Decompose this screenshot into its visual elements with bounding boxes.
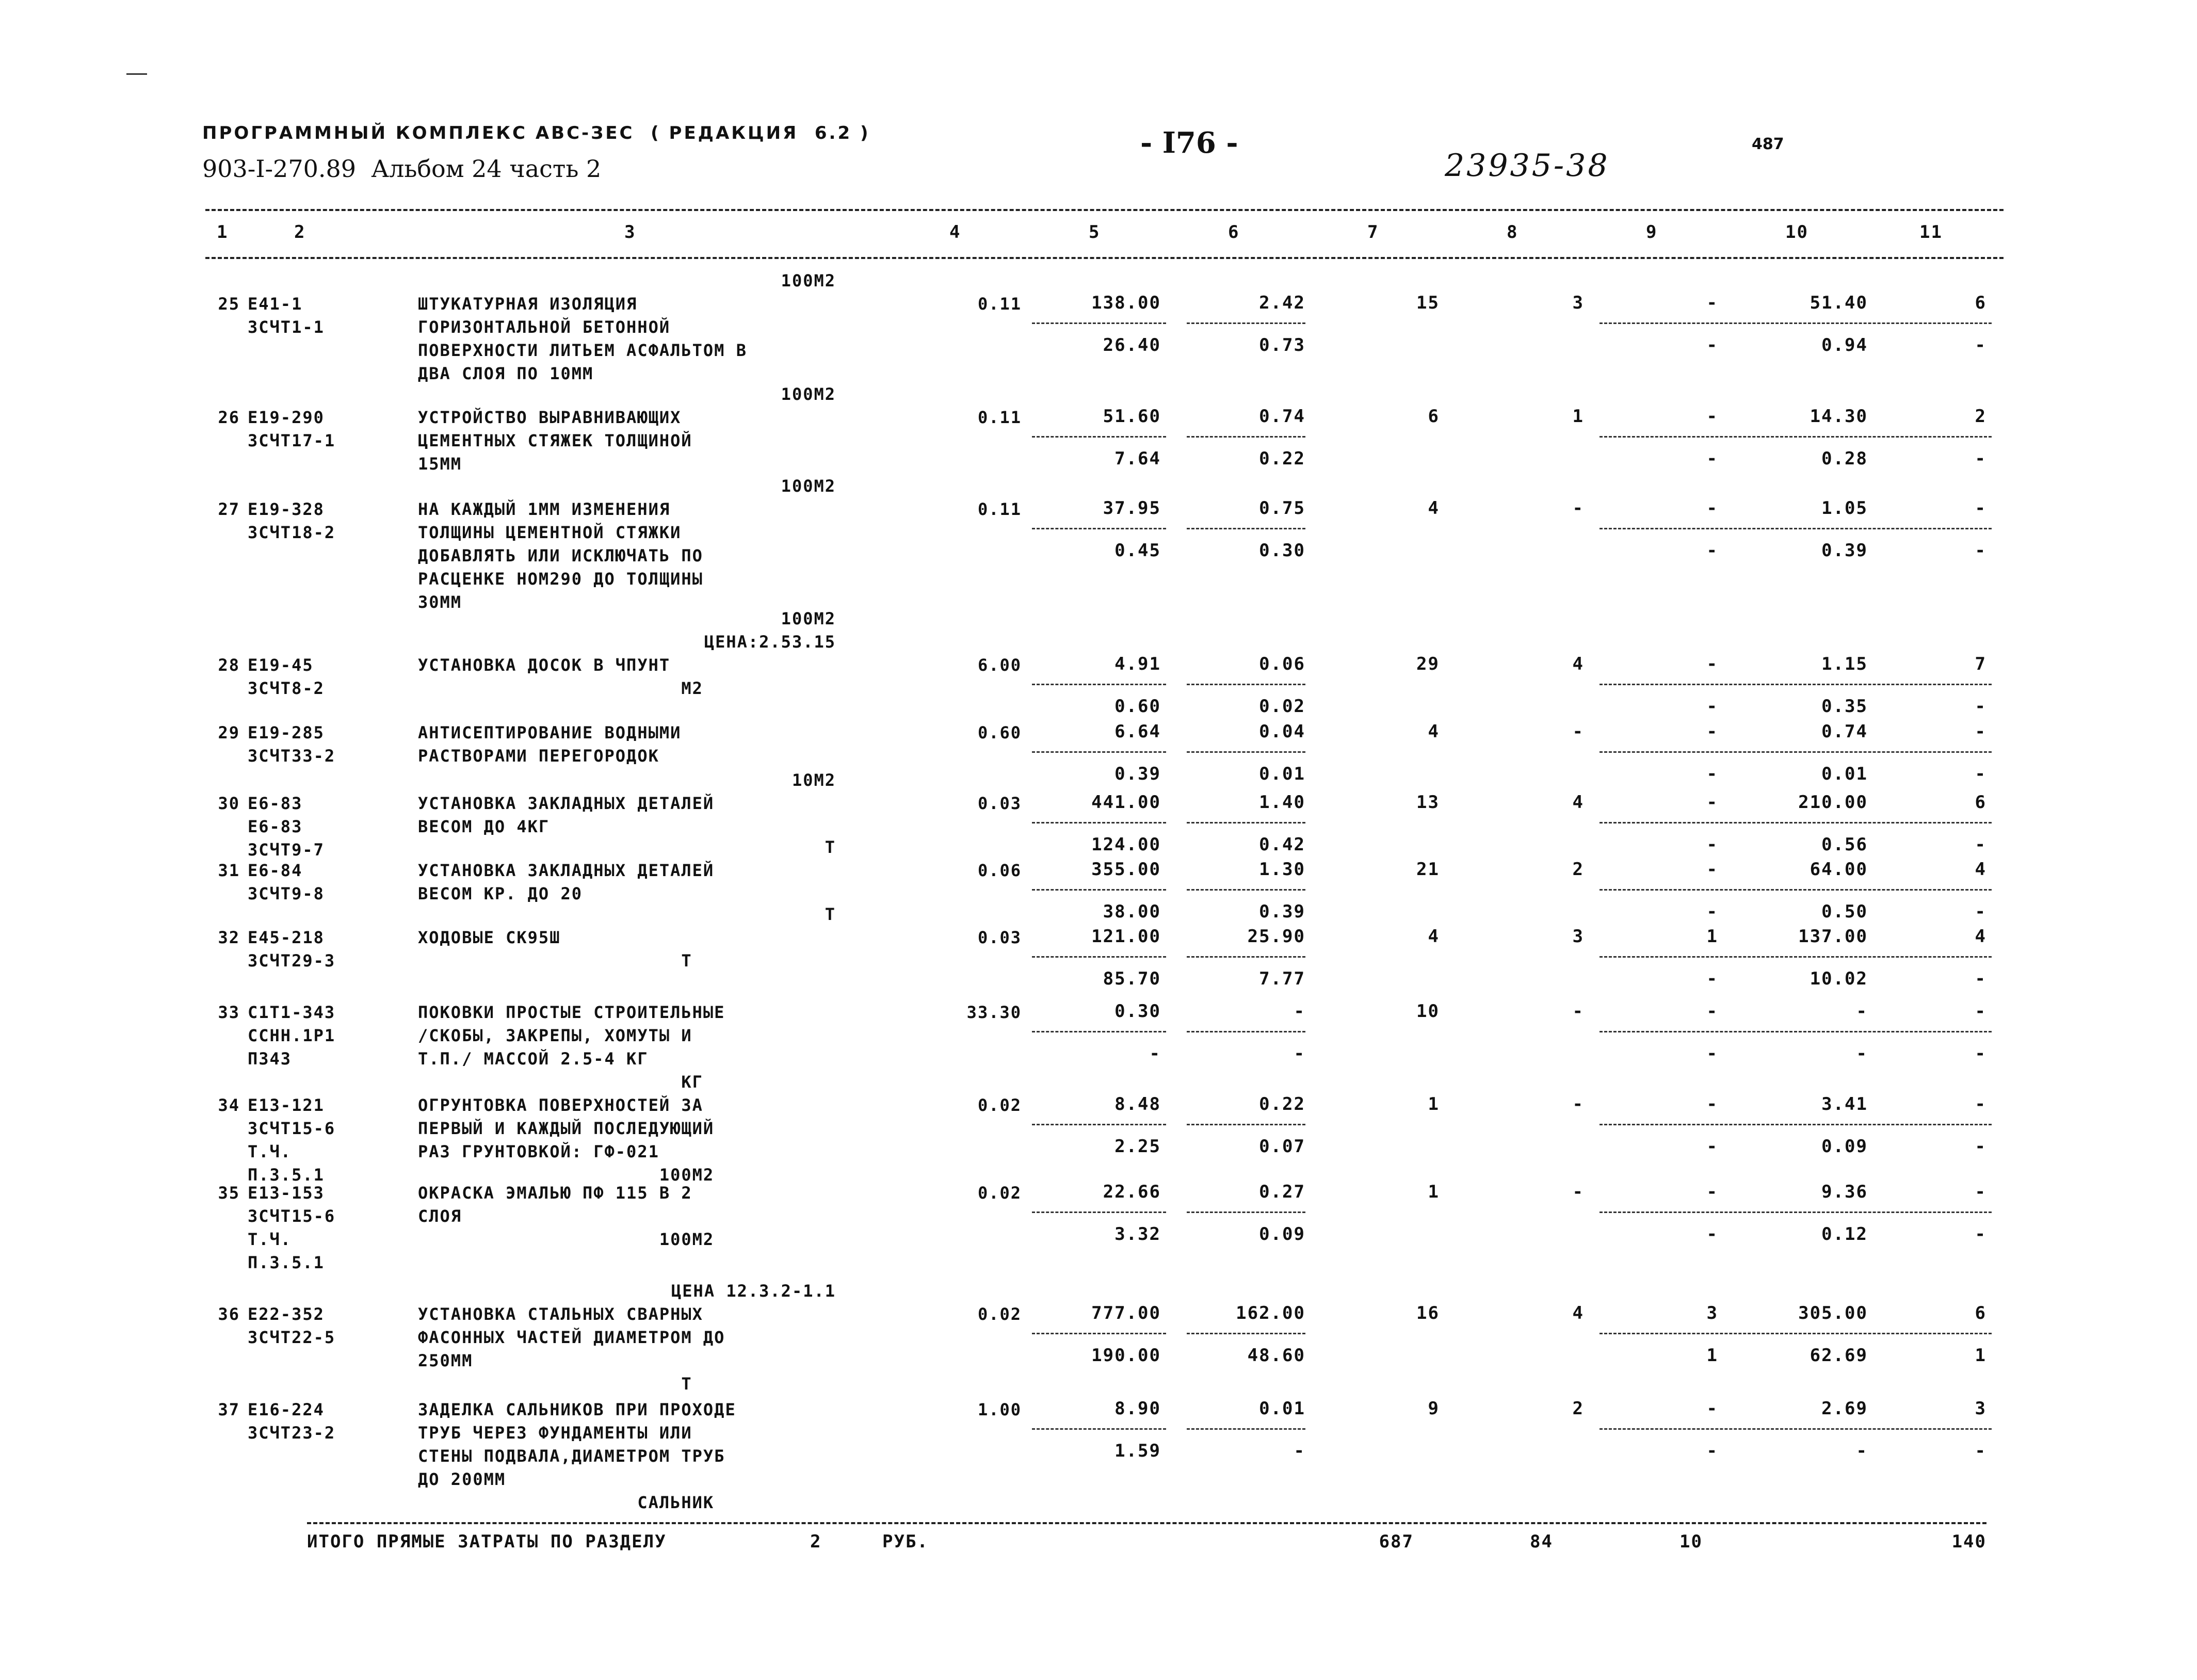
labor-value-col7: 13 xyxy=(1416,792,1440,813)
header-rule-bottom xyxy=(205,257,2004,259)
row-rule-right xyxy=(1600,436,1992,438)
labor-value-col8: 3 xyxy=(1572,293,1584,313)
labor-value-col11: 6 xyxy=(1975,792,1986,813)
row-rule-col5 xyxy=(1032,1428,1166,1430)
row-rule-col5 xyxy=(1032,956,1166,958)
row-rule-col5 xyxy=(1032,1124,1166,1125)
machine-cost: 25.90 xyxy=(1247,926,1305,947)
rate-code: Е19-285 ЗСЧТ33-2 xyxy=(248,723,336,766)
labor-value-col9-lower: - xyxy=(1706,764,1718,784)
column-header-4: 4 xyxy=(949,222,961,243)
labor-value-col7: 4 xyxy=(1428,498,1440,519)
row-number: 25 xyxy=(218,294,240,314)
column-header-9: 9 xyxy=(1646,222,1658,243)
labor-value-col11-lower: - xyxy=(1975,1441,1986,1461)
labor-value-col10: 14.30 xyxy=(1810,406,1868,427)
labor-value-col10-lower: 0.09 xyxy=(1821,1136,1868,1157)
wage-cost: 0.60 xyxy=(1114,696,1161,717)
row-rule-col6 xyxy=(1187,1031,1305,1032)
unit-label: 100М2 ЦЕНА:2.53.15 xyxy=(704,609,836,652)
work-description: УСТАНОВКА СТАЛЬНЫХ СВАРНЫХ ФАСОННЫХ ЧАСТЕЙ ДИАМЕТРОМ ДО 250ММ Т xyxy=(418,1304,725,1394)
row-number: 27 xyxy=(218,499,240,519)
labor-value-col9: - xyxy=(1706,859,1718,880)
wage-cost: 26.40 xyxy=(1103,335,1161,356)
work-description: УСТАНОВКА ДОСОК В ЧПУНТ М2 xyxy=(418,655,703,698)
machine-cost: 0.06 xyxy=(1259,654,1305,674)
labor-value-col11: 6 xyxy=(1975,293,1986,313)
labor-value-col9: - xyxy=(1706,1398,1718,1419)
machine-wage-cost: 0.42 xyxy=(1259,834,1305,855)
labor-value-col10-lower: 0.01 xyxy=(1821,764,1868,784)
labor-value-col11-lower: - xyxy=(1975,968,1986,989)
labor-value-col10-lower: 0.94 xyxy=(1821,335,1868,356)
work-description: УСТАНОВКА ЗАКЛАДНЫХ ДЕТАЛЕЙ ВЕСОМ КР. ДО 20 xyxy=(418,861,715,903)
row-number: 36 xyxy=(218,1304,240,1324)
labor-value-col7: 6 xyxy=(1428,406,1440,427)
row-rule-col6 xyxy=(1187,889,1305,891)
row-rule-col6 xyxy=(1187,1124,1305,1125)
labor-value-col11-lower: - xyxy=(1975,696,1986,717)
machine-cost: 0.74 xyxy=(1259,406,1305,427)
column-header-10: 10 xyxy=(1785,222,1808,243)
labor-value-col11: 6 xyxy=(1975,1303,1986,1323)
row-rule-col6 xyxy=(1187,751,1305,753)
row-rule-col6 xyxy=(1187,822,1305,823)
total-cost: 6.64 xyxy=(1114,721,1161,742)
labor-value-col10-lower: 0.12 xyxy=(1821,1224,1868,1245)
total-cost: 138.00 xyxy=(1091,293,1161,313)
row-rule-col5 xyxy=(1032,1211,1166,1213)
column-header-7: 7 xyxy=(1367,222,1379,243)
machine-cost: - xyxy=(1294,1001,1305,1022)
work-description: ЗАДЕЛКА САЛЬНИКОВ ПРИ ПРОХОДЕ ТРУБ ЧЕРЕЗ ФУНДАМЕНТЫ ИЛИ СТЕНЫ ПОДВАЛА,ДИАМЕТРОМ ТРУБ ДО 200ММ САЛЬНИК xyxy=(418,1400,736,1512)
quantity: 0.06 xyxy=(977,861,1022,880)
row-rule-col6 xyxy=(1187,528,1305,529)
unit-label: 100М2 xyxy=(781,476,836,496)
labor-value-col7: 1 xyxy=(1428,1094,1440,1114)
quantity: 0.02 xyxy=(977,1304,1022,1324)
row-number: 34 xyxy=(218,1095,240,1115)
machine-cost: 0.01 xyxy=(1259,1398,1305,1419)
labor-value-col8: 2 xyxy=(1572,859,1584,880)
wage-cost: 1.59 xyxy=(1114,1441,1161,1461)
total-col9: 10 xyxy=(1679,1531,1703,1552)
wage-cost: 3.32 xyxy=(1114,1224,1161,1245)
labor-value-col11-lower: - xyxy=(1975,1043,1986,1064)
row-number: 31 xyxy=(218,861,240,880)
row-rule-right xyxy=(1600,956,1992,958)
labor-value-col11: 7 xyxy=(1975,654,1986,674)
labor-value-col9-lower: - xyxy=(1706,1441,1718,1461)
labor-value-col11: 2 xyxy=(1975,406,1986,427)
row-number: 37 xyxy=(218,1400,240,1419)
labor-value-col9: - xyxy=(1706,792,1718,813)
row-rule-right xyxy=(1600,528,1992,529)
row-number: 26 xyxy=(218,408,240,427)
row-number: 33 xyxy=(218,1003,240,1022)
labor-value-col10: 0.74 xyxy=(1821,721,1868,742)
work-description: ХОДОВЫЕ СК95Ш Т xyxy=(418,928,692,971)
labor-value-col7: 16 xyxy=(1416,1303,1440,1323)
work-description: ОГРУНТОВКА ПОВЕРХНОСТЕЙ ЗА ПЕРВЫЙ И КАЖДЫЙ ПОСЛЕДУЮЩИЙ РАЗ ГРУНТОВКОЙ: ГФ-021 100М2 xyxy=(418,1095,715,1185)
rate-code: Е19-290 ЗСЧТ17-1 xyxy=(248,408,336,450)
labor-value-col10-lower: 62.69 xyxy=(1810,1345,1868,1366)
quantity: 0.11 xyxy=(977,408,1022,427)
labor-value-col11-lower: 1 xyxy=(1975,1345,1986,1366)
rate-code: Е41-1 ЗСЧТ1-1 xyxy=(248,294,325,337)
machine-cost: 2.42 xyxy=(1259,293,1305,313)
labor-value-col10: 51.40 xyxy=(1810,293,1868,313)
machine-wage-cost: 0.07 xyxy=(1259,1136,1305,1157)
labor-value-col9-lower: - xyxy=(1706,1043,1718,1064)
labor-value-col9: - xyxy=(1706,721,1718,742)
labor-value-col11: - xyxy=(1975,1001,1986,1022)
work-description: УСТРОЙСТВО ВЫРАВНИВАЮЩИХ ЦЕМЕНТНЫХ СТЯЖЕК ТОЛЩИНОЙ 15ММ xyxy=(418,408,692,474)
unit-label: ЦЕНА 12.3.2-1.1 xyxy=(671,1281,836,1301)
row-rule-col6 xyxy=(1187,1333,1305,1334)
labor-value-col11: 4 xyxy=(1975,926,1986,947)
rate-code: Е13-153 ЗСЧТ15-6 Т.Ч. П.3.5.1 xyxy=(248,1183,336,1272)
rate-code: Е6-83 Е6-83 ЗСЧТ9-7 xyxy=(248,794,325,860)
labor-value-col9: - xyxy=(1706,1094,1718,1114)
labor-value-col10: 305.00 xyxy=(1798,1303,1868,1323)
wage-cost: - xyxy=(1149,1043,1161,1064)
machine-cost: 1.30 xyxy=(1259,859,1305,880)
total-cost: 4.91 xyxy=(1114,654,1161,674)
corner-mark xyxy=(126,73,147,75)
work-description: НА КАЖДЫЙ 1ММ ИЗМЕНЕНИЯ ТОЛЩИНЫ ЦЕМЕНТНОЙ СТЯЖКИ ДОБАВЛЯТЬ ИЛИ ИСКЛЮЧАТЬ ПО РАСЦЕНКЕ НОМ290 ДО ТОЛЩИНЫ 30ММ xyxy=(418,499,703,612)
labor-value-col10: 9.36 xyxy=(1821,1182,1868,1202)
row-rule-col5 xyxy=(1032,751,1166,753)
labor-value-col9-lower: - xyxy=(1706,335,1718,356)
row-number: 30 xyxy=(218,794,240,813)
labor-value-col9: - xyxy=(1706,654,1718,674)
labor-value-col8: 4 xyxy=(1572,1303,1584,1323)
quantity: 0.03 xyxy=(977,928,1022,947)
total-cost: 777.00 xyxy=(1091,1303,1161,1323)
labor-value-col11-lower: - xyxy=(1975,834,1986,855)
total-col7: 687 xyxy=(1379,1531,1414,1552)
labor-value-col8: 1 xyxy=(1572,406,1584,427)
wage-cost: 7.64 xyxy=(1114,448,1161,469)
column-header-3: 3 xyxy=(624,222,636,243)
labor-value-col9: - xyxy=(1706,1182,1718,1202)
labor-value-col8: - xyxy=(1572,721,1584,742)
machine-cost: 0.75 xyxy=(1259,498,1305,519)
unit-label: Т xyxy=(825,904,836,924)
machine-wage-cost: 0.22 xyxy=(1259,448,1305,469)
labor-value-col8: 2 xyxy=(1572,1398,1584,1419)
labor-value-col10: 2.69 xyxy=(1821,1398,1868,1419)
row-rule-right xyxy=(1600,889,1992,891)
total-cost: 22.66 xyxy=(1103,1182,1161,1202)
total-currency: РУБ. xyxy=(882,1531,929,1552)
wage-cost: 0.39 xyxy=(1114,764,1161,784)
machine-wage-cost: 0.39 xyxy=(1259,901,1305,922)
work-description: ОКРАСКА ЭМАЛЬЮ ПФ 115 В 2 СЛОЯ 100М2 xyxy=(418,1183,715,1249)
labor-value-col10-lower: 10.02 xyxy=(1810,968,1868,989)
row-number: 32 xyxy=(218,928,240,947)
labor-value-col8: - xyxy=(1572,1001,1584,1022)
quantity: 0.11 xyxy=(977,499,1022,519)
labor-value-col9: - xyxy=(1706,498,1718,519)
rate-code: Е6-84 ЗСЧТ9-8 xyxy=(248,861,325,903)
labor-value-col7: 21 xyxy=(1416,859,1440,880)
labor-value-col11: - xyxy=(1975,1094,1986,1114)
total-rule xyxy=(307,1522,1986,1524)
labor-value-col10: 64.00 xyxy=(1810,859,1868,880)
unit-label: 100М2 xyxy=(781,384,836,404)
work-description: АНТИСЕПТИРОВАНИЕ ВОДНЫМИ РАСТВОРАМИ ПЕРЕГОРОДОК xyxy=(418,723,682,766)
labor-value-col7: 15 xyxy=(1416,293,1440,313)
work-description: ШТУКАТУРНАЯ ИЗОЛЯЦИЯ ГОРИЗОНТАЛЬНОЙ БЕТОННОЙ ПОВЕРХНОСТИ ЛИТЬЕМ АСФАЛЬТОМ В ДВА СЛОЯ ПО 10ММ xyxy=(418,294,747,383)
machine-cost: 0.22 xyxy=(1259,1094,1305,1114)
total-cost: 0.30 xyxy=(1114,1001,1161,1022)
labor-value-col10: 3.41 xyxy=(1821,1094,1868,1114)
quantity: 6.00 xyxy=(977,655,1022,675)
labor-value-col9-lower: - xyxy=(1706,1224,1718,1245)
labor-value-col9-lower: 1 xyxy=(1706,1345,1718,1366)
sheet-number: 487 xyxy=(1752,135,1784,153)
labor-value-col10-lower: 0.39 xyxy=(1821,540,1868,561)
quantity: 33.30 xyxy=(966,1003,1022,1022)
labor-value-col9: 3 xyxy=(1706,1303,1718,1323)
labor-value-col8: - xyxy=(1572,1094,1584,1114)
wage-cost: 124.00 xyxy=(1091,834,1161,855)
labor-value-col7: 4 xyxy=(1428,926,1440,947)
wage-cost: 38.00 xyxy=(1103,901,1161,922)
machine-wage-cost: 0.09 xyxy=(1259,1224,1305,1245)
program-header: ПРОГРАММНЫЙ КОМПЛЕКС АВС-ЗЕС ( РЕДАКЦИЯ 6.2 ) xyxy=(202,123,870,143)
column-header-1: 1 xyxy=(217,222,229,243)
labor-value-col9: 1 xyxy=(1706,926,1718,947)
total-cost: 355.00 xyxy=(1091,859,1161,880)
total-cost: 51.60 xyxy=(1103,406,1161,427)
row-rule-col5 xyxy=(1032,1031,1166,1032)
total-cost: 37.95 xyxy=(1103,498,1161,519)
machine-wage-cost: 0.01 xyxy=(1259,764,1305,784)
labor-value-col9-lower: - xyxy=(1706,540,1718,561)
row-rule-right xyxy=(1600,322,1992,324)
machine-cost: 1.40 xyxy=(1259,792,1305,813)
row-rule-col5 xyxy=(1032,889,1166,891)
work-description: ПОКОВКИ ПРОСТЫЕ СТРОИТЕЛЬНЫЕ /СКОБЫ, ЗАКРЕПЫ, ХОМУТЫ И Т.П./ МАССОЙ 2.5-4 КГ КГ xyxy=(418,1003,725,1092)
labor-value-col10-lower: 0.35 xyxy=(1821,696,1868,717)
total-label: ИТОГО ПРЯМЫЕ ЗАТРАТЫ ПО РАЗДЕЛУ xyxy=(307,1531,667,1552)
quantity: 0.60 xyxy=(977,723,1022,742)
row-number: 28 xyxy=(218,655,240,675)
machine-cost: 0.04 xyxy=(1259,721,1305,742)
row-rule-col6 xyxy=(1187,1428,1305,1430)
labor-value-col10: - xyxy=(1856,1001,1868,1022)
labor-value-col11-lower: - xyxy=(1975,540,1986,561)
labor-value-col11: - xyxy=(1975,721,1986,742)
header-rule-top xyxy=(205,209,2004,211)
row-rule-col5 xyxy=(1032,436,1166,438)
labor-value-col7: 9 xyxy=(1428,1398,1440,1419)
wage-cost: 190.00 xyxy=(1091,1345,1161,1366)
labor-value-col10-lower: 0.28 xyxy=(1821,448,1868,469)
labor-value-col9-lower: - xyxy=(1706,1136,1718,1157)
machine-cost: 0.27 xyxy=(1259,1182,1305,1202)
labor-value-col11: - xyxy=(1975,498,1986,519)
total-col11: 140 xyxy=(1951,1531,1986,1552)
labor-value-col7: 29 xyxy=(1416,654,1440,674)
labor-value-col11: - xyxy=(1975,1182,1986,1202)
row-rule-col6 xyxy=(1187,1211,1305,1213)
row-rule-right xyxy=(1600,1031,1992,1032)
labor-value-col9: - xyxy=(1706,1001,1718,1022)
labor-value-col10: 210.00 xyxy=(1798,792,1868,813)
labor-value-col9-lower: - xyxy=(1706,448,1718,469)
row-rule-right xyxy=(1600,684,1992,685)
labor-value-col8: - xyxy=(1572,498,1584,519)
unit-label: 10М2 xyxy=(791,770,836,790)
total-cost: 8.90 xyxy=(1114,1398,1161,1419)
quantity: 0.02 xyxy=(977,1183,1022,1203)
project-title: 903-I-270.89 Альбом 24 часть 2 xyxy=(202,155,602,183)
labor-value-col11-lower: - xyxy=(1975,764,1986,784)
row-rule-right xyxy=(1600,1333,1992,1334)
rate-code: С1Т1-343 ССНН.1Р1 П343 xyxy=(248,1003,336,1069)
column-header-11: 11 xyxy=(1919,222,1943,243)
row-rule-right xyxy=(1600,751,1992,753)
quantity: 0.03 xyxy=(977,794,1022,813)
total-cost: 441.00 xyxy=(1091,792,1161,813)
labor-value-col8: 3 xyxy=(1572,926,1584,947)
page-number: - I76 - xyxy=(1140,126,1238,160)
labor-value-col10-lower: - xyxy=(1856,1043,1868,1064)
labor-value-col11-lower: - xyxy=(1975,1224,1986,1245)
labor-value-col11-lower: - xyxy=(1975,448,1986,469)
column-header-5: 5 xyxy=(1089,222,1101,243)
total-cost: 8.48 xyxy=(1114,1094,1161,1114)
wage-cost: 0.45 xyxy=(1114,540,1161,561)
labor-value-col10: 1.15 xyxy=(1821,654,1868,674)
row-rule-col5 xyxy=(1032,528,1166,529)
quantity: 0.11 xyxy=(977,294,1022,314)
machine-wage-cost: 7.77 xyxy=(1259,968,1305,989)
row-rule-right xyxy=(1600,1428,1992,1430)
row-rule-col5 xyxy=(1032,1333,1166,1334)
labor-value-col8: 4 xyxy=(1572,654,1584,674)
labor-value-col8: 4 xyxy=(1572,792,1584,813)
labor-value-col9-lower: - xyxy=(1706,834,1718,855)
labor-value-col7: 4 xyxy=(1428,721,1440,742)
row-number: 29 xyxy=(218,723,240,742)
labor-value-col10-lower: 0.56 xyxy=(1821,834,1868,855)
labor-value-col9-lower: - xyxy=(1706,696,1718,717)
labor-value-col9-lower: - xyxy=(1706,968,1718,989)
machine-wage-cost: 0.30 xyxy=(1259,540,1305,561)
rate-code: Е45-218 ЗСЧТ29-3 xyxy=(248,928,336,971)
quantity: 0.02 xyxy=(977,1095,1022,1115)
labor-value-col11-lower: - xyxy=(1975,335,1986,356)
labor-value-col10: 1.05 xyxy=(1821,498,1868,519)
machine-wage-cost: 48.60 xyxy=(1247,1345,1305,1366)
labor-value-col7: 1 xyxy=(1428,1182,1440,1202)
labor-value-col9: - xyxy=(1706,406,1718,427)
quantity: 1.00 xyxy=(977,1400,1022,1419)
rate-code: Е13-121 ЗСЧТ15-6 Т.Ч. П.3.5.1 xyxy=(248,1095,336,1185)
labor-value-col10: 137.00 xyxy=(1798,926,1868,947)
machine-wage-cost: 0.73 xyxy=(1259,335,1305,356)
labor-value-col10-lower: - xyxy=(1856,1441,1868,1461)
rate-code: Е19-45 ЗСЧТ8-2 xyxy=(248,655,325,698)
unit-label: Т xyxy=(825,837,836,857)
rate-code: Е19-328 ЗСЧТ18-2 xyxy=(248,499,336,542)
wage-cost: 85.70 xyxy=(1103,968,1161,989)
row-rule-col5 xyxy=(1032,822,1166,823)
labor-value-col10-lower: 0.50 xyxy=(1821,901,1868,922)
labor-value-col11-lower: - xyxy=(1975,1136,1986,1157)
row-rule-col6 xyxy=(1187,436,1305,438)
labor-value-col11: 4 xyxy=(1975,859,1986,880)
wage-cost: 2.25 xyxy=(1114,1136,1161,1157)
column-header-8: 8 xyxy=(1507,222,1518,243)
column-header-2: 2 xyxy=(294,222,306,243)
row-rule-col6 xyxy=(1187,684,1305,685)
total-cost: 121.00 xyxy=(1091,926,1161,947)
labor-value-col8: - xyxy=(1572,1182,1584,1202)
document-number: 23935-38 xyxy=(1445,148,1610,184)
rate-code: Е22-352 ЗСЧТ22-5 xyxy=(248,1304,336,1347)
total-col8: 84 xyxy=(1530,1531,1553,1552)
machine-cost: 162.00 xyxy=(1236,1303,1305,1323)
row-number: 35 xyxy=(218,1183,240,1203)
row-rule-col6 xyxy=(1187,322,1305,324)
row-rule-right xyxy=(1600,822,1992,823)
row-rule-right xyxy=(1600,1211,1992,1213)
machine-wage-cost: 0.02 xyxy=(1259,696,1305,717)
row-rule-col5 xyxy=(1032,322,1166,324)
rate-code: Е16-224 ЗСЧТ23-2 xyxy=(248,1400,336,1443)
labor-value-col11: 3 xyxy=(1975,1398,1986,1419)
unit-label: 100М2 xyxy=(781,271,836,290)
machine-wage-cost: - xyxy=(1294,1043,1305,1064)
labor-value-col11-lower: - xyxy=(1975,901,1986,922)
column-header-6: 6 xyxy=(1228,222,1240,243)
labor-value-col7: 10 xyxy=(1416,1001,1440,1022)
row-rule-col6 xyxy=(1187,956,1305,958)
labor-value-col9: - xyxy=(1706,293,1718,313)
work-description: УСТАНОВКА ЗАКЛАДНЫХ ДЕТАЛЕЙ ВЕСОМ ДО 4КГ xyxy=(418,794,715,836)
machine-wage-cost: - xyxy=(1294,1441,1305,1461)
labor-value-col9-lower: - xyxy=(1706,901,1718,922)
row-rule-col5 xyxy=(1032,684,1166,685)
total-section: 2 xyxy=(810,1531,822,1552)
row-rule-right xyxy=(1600,1124,1992,1125)
